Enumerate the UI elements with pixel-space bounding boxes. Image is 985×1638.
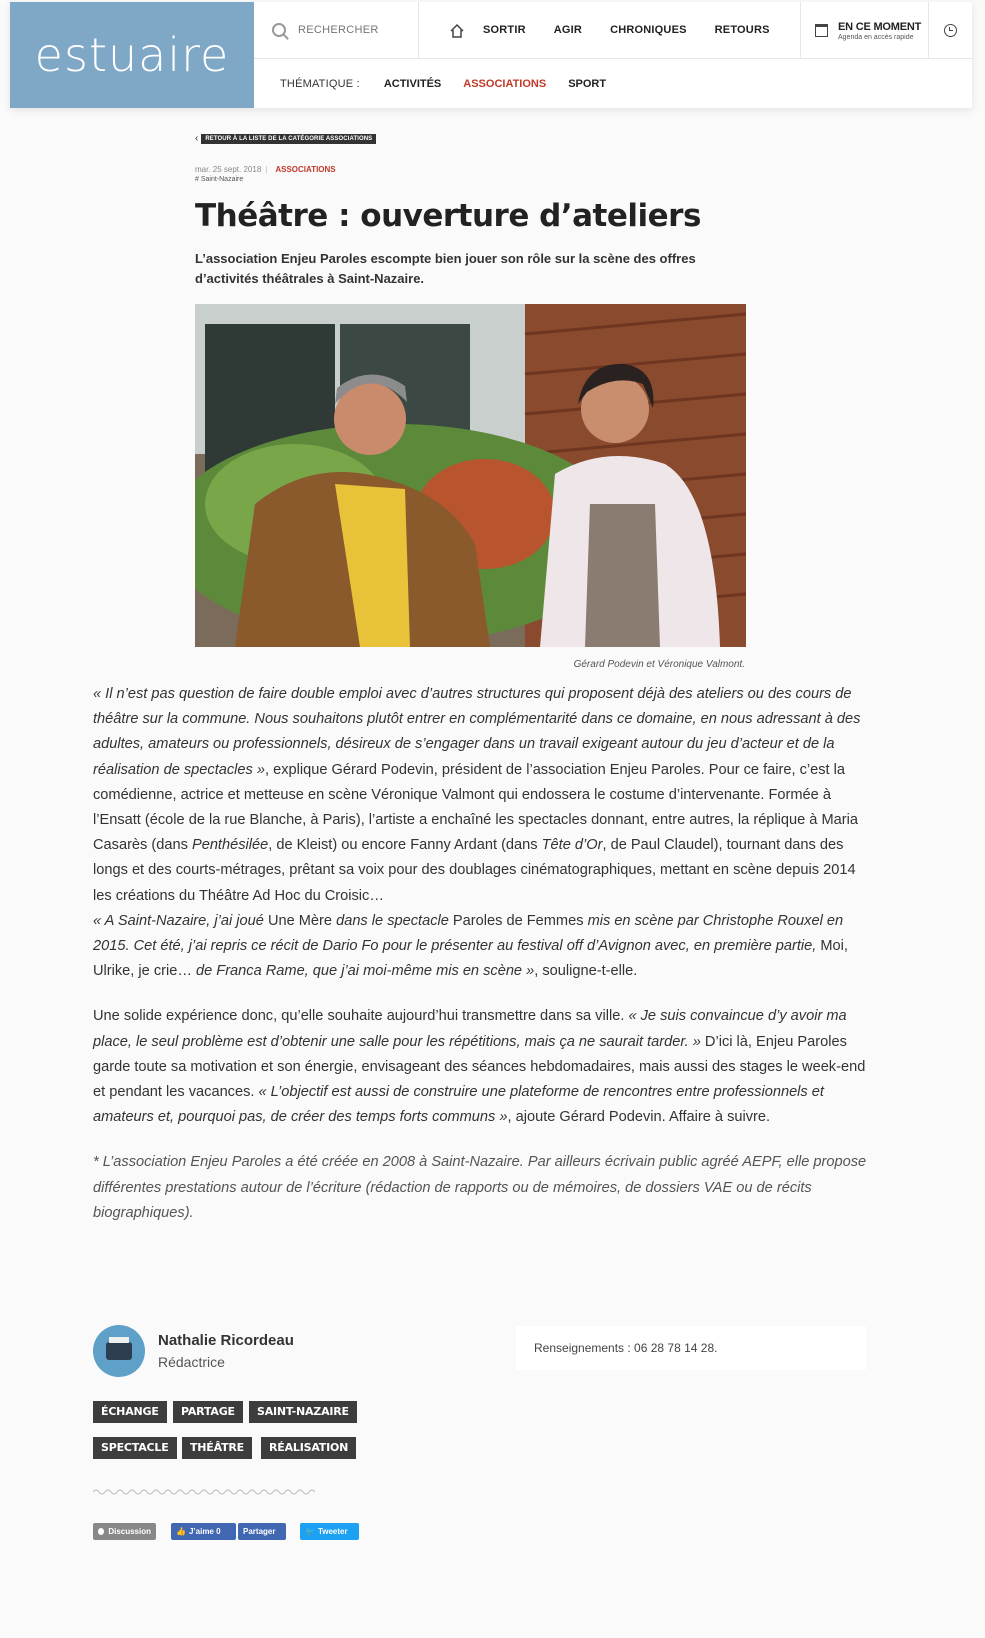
tweet-button[interactable] [300,1523,359,1540]
site-header [10,2,972,108]
tag-theatre[interactable]: THÉÂTRE [182,1437,252,1459]
thematic-nav [280,59,628,108]
typewriter-icon [106,1342,132,1360]
subnav-activites[interactable]: ACTIVITÉS [383,77,442,90]
nav-retours[interactable]: RETOURS [714,24,770,36]
nav-agir[interactable]: AGIR [553,24,583,36]
author-avatar [93,1325,145,1377]
thematique-label: THÉMATIQUE : [280,77,360,90]
article-photo [195,304,746,647]
history-button[interactable] [928,2,972,59]
back-label: RETOUR À LA LISTE DE LA CATÉGORIE ASSOCIATIONS [201,134,376,144]
author-role: Rédactrice [158,1354,225,1370]
article-lead: L’association Enjeu Paroles escompte bien jouer son rôle sur la scène des offres d’activités théâtrales à Saint-Nazaire. [195,251,696,286]
subnav-sport[interactable]: SPORT [568,77,607,90]
discussion-button[interactable] [93,1523,156,1540]
calendar-icon [815,24,828,37]
subnav-associations[interactable]: ASSOCIATIONS [463,77,547,90]
tag-partage[interactable]: PARTAGE [173,1401,243,1423]
nav-sortir[interactable]: SORTIR [483,24,526,36]
site-logo[interactable] [10,2,254,108]
body-paragraph-2: Une solide expérience donc, qu’elle souhaite aujourd’hui transmettre dans sa ville. « Je suis convaincue d’y avoir ma place, le seul problème est d’obtenir une salle pour les répétitions, mais ça ne saurait tarder. » D’ici là, Enjeu Paroles garde toute sa motivation et son énergie, envisageant des séances hebdomadaires, mais aussi des stages le week-end et pendant les vacances. « L’objectif est aussi de construire une plateforme de rencontres entre professionnels et amateurs et, pourquoi pas, de créer des temps forts communs », ajoute Gérard Podevin. Affaire à suivre. [93,1008,866,1126]
location-tag[interactable]: # Saint-Nazaire [195,176,244,183]
article-date: mar. 25 sept. 2018 [195,165,262,174]
search-input[interactable] [298,24,398,36]
back-to-category-link[interactable] [195,133,376,144]
main-nav [254,2,972,59]
en-ce-moment-subtitle: Agenda en accès rapide [838,33,914,41]
chevron-left-icon: ‹ [195,133,199,144]
author-name[interactable]: Nathalie Ricordeau [158,1332,294,1349]
info-text: Renseignements : 06 28 78 14 28. [534,1341,718,1355]
article-body [93,682,871,1246]
share-label: Partager [243,1527,276,1536]
twitter-bird-icon: 🐦 [305,1527,315,1536]
logo-text: estuaire [34,28,230,82]
en-ce-moment-title: EN CE MOMENT [838,20,922,33]
nav-chroniques[interactable]: CHRONIQUES [610,24,687,36]
facebook-share-button[interactable] [238,1523,286,1540]
body-paragraph-1: « Il n’est pas question de faire double emploi avec d’autres structures qui proposent déjà des ateliers ou des cours de théâtre sur la commune. Nous souhaitons plutôt entrer en complémentarité dans ce domaine, en nous adressant à des adultes, amateurs ou professionnels, désireux de s’engager dans un travail exigeant autour du jeu d’acteur et de la réalisation de spectacles », explique Gérard Podevin, président de l’association Enjeu Paroles. Pour ce faire, c’est la comédienne, actrice et metteuse en scène Véronique Valmont qui endossera le costume d’intervenante. Formée à l’Ensatt (école de la rue Blanche, à Paris), l’artiste a enchaîné les spectacles donnant, entre autres, la réplique à Maria Casarès (dans Penthésilée, de Kleist) ou encore Fanny Ardant (dans Tête d’Or, de Paul Claudel), tournant dans des longs et des courts-métrages, prêtant sa voix pour des doublages cinématographiques, mettant en scène depuis 2014 les créations du Théâtre Ad Hoc du Croisic… « A Saint-Nazaire, j’ai joué Une Mère dans le spectacle Paroles de Femmes mis en scène par Christophe Rouxel en 2015. Cet été, j’ai repris ce récit de Dario Fo pour le présenter au festival off d’Avignon avec, en première partie, Moi, Ulrike, je crie… de Franca Rame, que j’ai moi-même mis en scène », souligne-t-elle. [93,686,861,980]
tweet-label: Tweeter [317,1527,348,1536]
discussion-label: Discussion [108,1527,151,1536]
search-icon[interactable] [272,23,286,37]
chat-icon [98,1528,104,1535]
clock-icon [944,24,957,37]
tag-echange[interactable]: ÉCHANGE [93,1401,167,1423]
search-box[interactable] [254,2,419,59]
tag-spectacle[interactable]: SPECTACLE [93,1437,177,1459]
article-title: Théâtre : ouverture d’ateliers [195,198,701,234]
like-label: J’aime 0 [188,1527,221,1536]
thumbs-up-icon: 👍 [176,1527,186,1536]
footnote: * L’association Enjeu Paroles a été créée en 2008 à Saint-Nazaire. Par ailleurs écrivain public agréé AEPF, elle propose différentes prestations autour de l’écriture (rédaction de rapports ou de mémoires, de dossiers VAE ou de récits biographiques). [93,1154,867,1221]
home-icon[interactable] [449,23,463,37]
article-category[interactable]: ASSOCIATIONS [275,165,336,174]
tag-saint-nazaire[interactable]: SAINT-NAZAIRE [249,1401,357,1423]
en-ce-moment-button[interactable] [800,2,928,59]
info-box [516,1326,866,1370]
article-meta [195,165,336,174]
meta-separator: | [265,165,268,174]
wave-divider [93,1487,315,1497]
photo-caption: Gérard Podevin et Véronique Valmont. [573,659,745,670]
tag-realisation[interactable]: RÉALISATION [261,1437,356,1459]
facebook-like-button[interactable] [171,1523,236,1540]
